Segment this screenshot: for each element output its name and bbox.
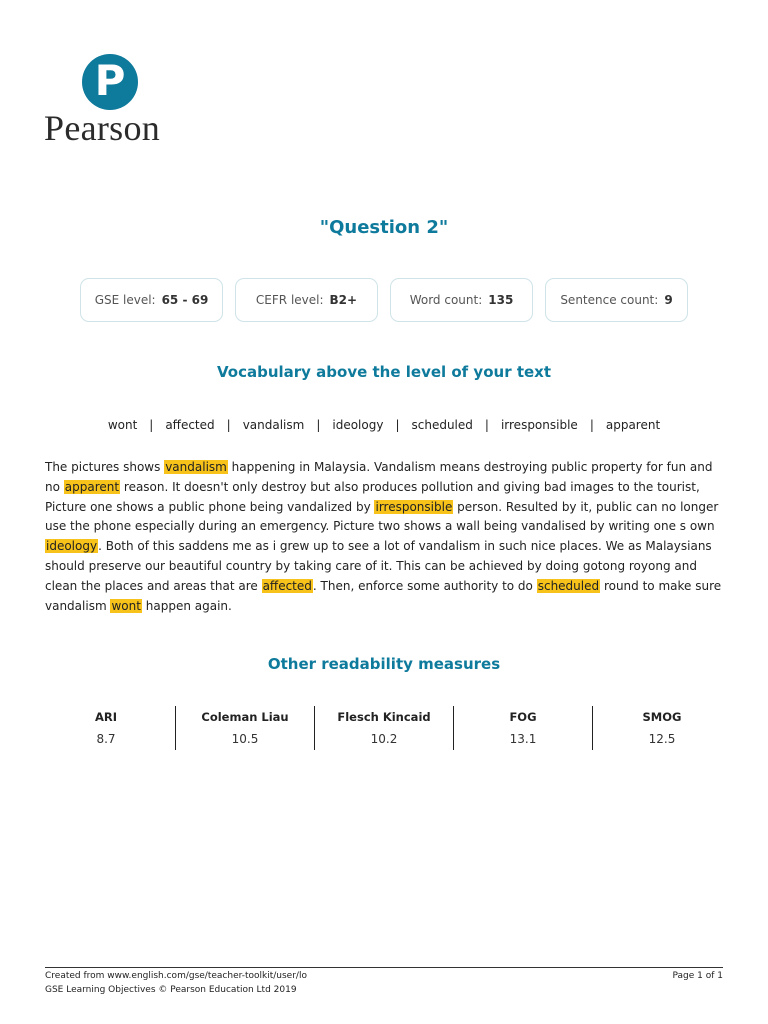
paragraph-text: reason. It doesn't only destroy but also produces pollution and giving bad images to the tourist, Picture one shows a public phone being vandalized by [45,479,700,514]
stat-value: 135 [488,293,514,307]
readability-value: 8.7 [96,732,116,746]
stat-label: CEFR level: [255,293,324,307]
highlighted-word: scheduled [537,578,600,593]
vocab-heading: Vocabulary above the level of your text [216,363,552,381]
vocab-separator: | [226,418,231,432]
readability-col-smog [593,706,731,750]
highlighted-word: ideology [46,539,98,554]
readability-value: 10.5 [231,732,259,746]
stat-value: B2+ [329,293,358,307]
vocab-word: vandalism [242,418,305,432]
paragraph-text: happen again. [141,598,232,613]
vocab-word: irresponsible [500,418,578,432]
stats-row [80,278,688,322]
page-title: "Question 2" [319,217,449,238]
highlighted-word: irresponsible [375,499,453,514]
readability-name: FOG [509,710,537,724]
readability-value: 10.2 [370,732,398,746]
readability-col-coleman-liau [176,706,314,750]
stat-label: Sentence count: [560,293,659,307]
paragraph-text: . Both of this saddens me as i grew up to see a lot of vandalism in such nice places. We as Malaysians should preserve our beautiful country by taking care of it. This can be achieved by doing gotong royong and clean the places and areas that are [45,539,712,593]
pearson-logo-icon [82,54,138,110]
stat-value: 65 - 69 [161,293,209,307]
logo-wordmark: Pearson [44,108,161,148]
vocab-word: ideology [332,418,384,432]
vocab-list [0,416,768,434]
stat-value: 9 [664,293,673,307]
readability-name: SMOG [642,710,682,724]
footer-divider [45,967,723,968]
readability-table [37,706,731,750]
highlighted-word: vandalism [165,460,227,474]
stat-cefr-level [235,278,378,322]
readability-name: Flesch Kincaid [337,710,431,724]
highlighted-word: apparent [64,479,120,494]
vocab-separator: | [149,418,154,432]
paragraph-text: . Then, enforce some authority to do [312,578,537,593]
footer-source: Created from www.english.com/gse/teacher-toolkit/user/lo [45,971,307,981]
footer-copyright: GSE Learning Objectives © Pearson Education Ltd 2019 [45,985,297,995]
readability-col-ari [37,706,175,750]
readability-col-flesch-kincaid [315,706,453,750]
pearson-logo [44,52,176,146]
readability-heading: Other readability measures [267,655,501,673]
readability-col-fog [454,706,592,750]
paragraph-text: The pictures shows [45,460,165,474]
vocab-separator: | [316,418,321,432]
readability-value: 13.1 [509,732,537,746]
stat-sentence-count [545,278,688,322]
paragraph-text: person. Resulted by it, public can no longer use the phone especially during an emergency. Picture two shows a wall being vandalised by writing one s own [45,499,719,534]
highlighted-word: affected [262,578,312,593]
footer-page-number: Page 1 of 1 [672,971,723,981]
stat-word-count [390,278,533,322]
vocab-separator: | [395,418,400,432]
vocab-word: apparent [605,418,661,432]
vocab-separator: | [484,418,489,432]
stat-label: GSE level: [94,293,156,307]
highlighted-word: wont [111,598,141,613]
stat-gse-level [80,278,223,322]
vocab-word: scheduled [411,418,473,432]
logo-letter: P [94,56,126,105]
readability-name: ARI [94,710,118,724]
readability-value: 12.5 [648,732,676,746]
paragraph-text: round to make sure vandalism [45,578,722,613]
text-paragraph [45,458,725,616]
vocab-word: wont [107,418,138,432]
readability-name: Coleman Liau [201,710,289,724]
paragraph-text: happening in Malaysia. Vandalism means destroying public property for fun and no [45,460,713,494]
stat-label: Word count: [409,293,483,307]
vocab-separator: | [589,418,594,432]
vocab-word: affected [165,418,215,432]
